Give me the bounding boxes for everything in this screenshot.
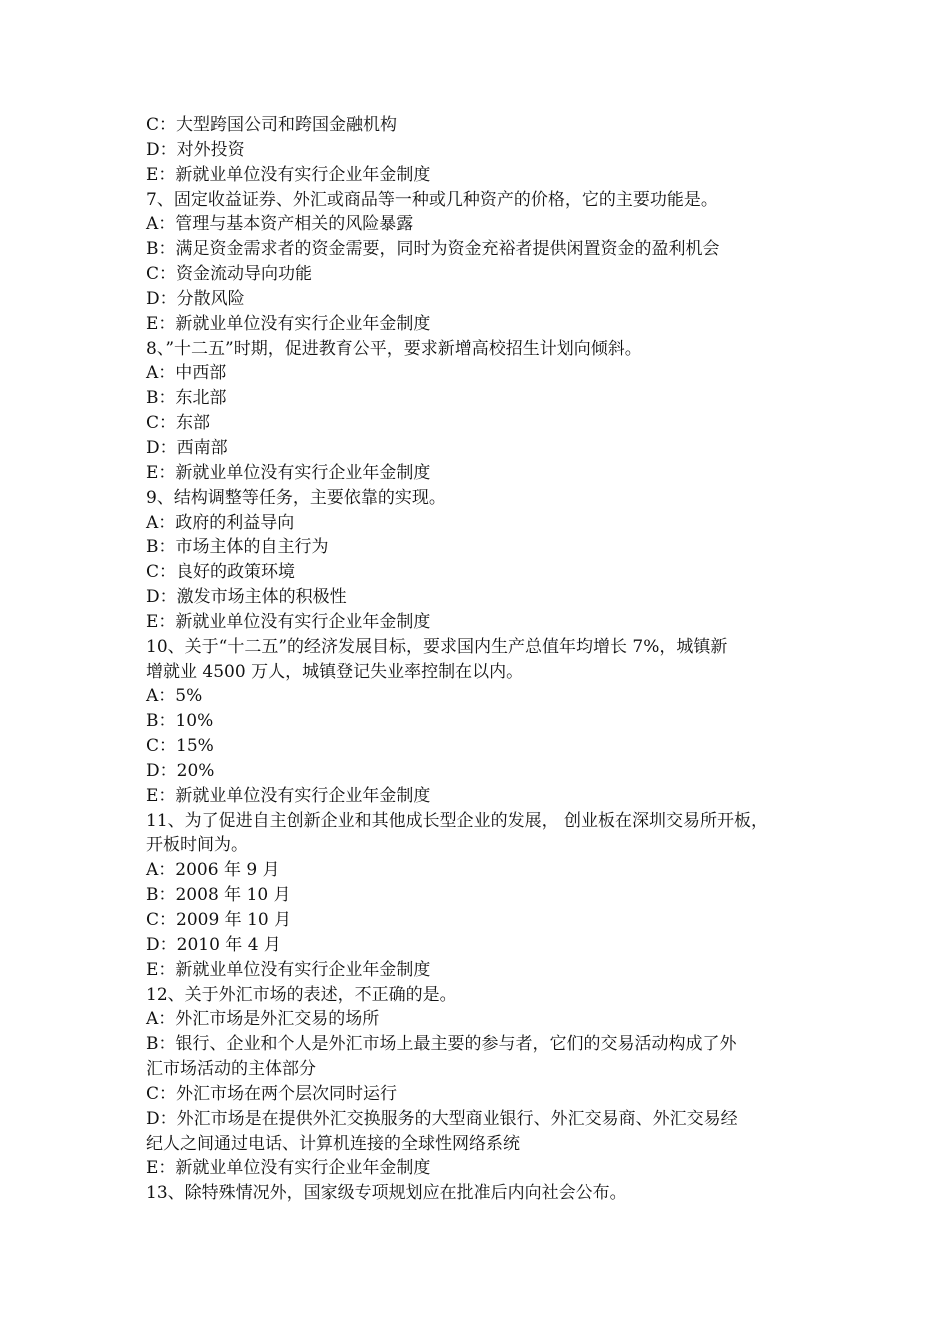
option-line: E：新就业单位没有实行企业年金制度 (146, 959, 431, 980)
option-line: C：外汇市场在两个层次同时运行 (146, 1083, 398, 1104)
option-line: A：管理与基本资产相关的风险暴露 (146, 214, 414, 235)
option-line: A：2006 年 9 月 (146, 860, 280, 881)
option-line: C：资金流动导向功能 (146, 264, 313, 285)
option-line: D：2010 年 4 月 (146, 934, 281, 955)
option-line: C：东部 (146, 413, 211, 434)
option-line: A：5% (146, 686, 203, 707)
option-line: E：新就业单位没有实行企业年金制度 (146, 164, 431, 185)
option-line: B：市场主体的自主行为 (146, 537, 329, 558)
question-line: 8、”十二五”时期，促进教育公平，要求新增高校招生计划向倾斜。 (146, 338, 642, 359)
option-line: A：政府的利益导向 (146, 512, 295, 533)
option-line: B：银行、企业和个人是外汇市场上最主要的参与者，它们的交易活动构成了外 (146, 1034, 737, 1055)
option-line: D：20% (146, 760, 215, 781)
document-body (146, 113, 810, 1206)
question-line-continued: 增就业 4500 万人，城镇登记失业率控制在以内。 (146, 661, 524, 682)
option-line: D：激发市场主体的积极性 (146, 587, 347, 608)
question-line: 12、关于外汇市场的表述，不正确的是。 (146, 984, 457, 1005)
option-line-continued: 纪人之间通过电话、计算机连接的全球性网络系统 (146, 1133, 520, 1154)
option-line: C：2009 年 10 月 (146, 910, 292, 930)
question-line: 9、结构调整等任务，主要依靠的实现。 (146, 487, 446, 508)
option-line: B：满足资金需求者的资金需要，同时为资金充裕者提供闲置资金的盈利机会 (146, 239, 720, 260)
option-line: D：对外投资 (146, 139, 245, 160)
option-line: B：10% (146, 711, 214, 732)
option-line: E：新就业单位没有实行企业年金制度 (146, 785, 431, 806)
option-line: C：大型跨国公司和跨国金融机构 (146, 115, 398, 135)
option-line: E：新就业单位没有实行企业年金制度 (146, 462, 431, 483)
option-line: D：外汇市场是在提供外汇交换服务的大型商业银行、外汇交易商、外汇交易经 (146, 1108, 738, 1129)
option-line: B：2008 年 10 月 (146, 885, 291, 906)
option-line: B：东北部 (146, 388, 227, 409)
option-line: E：新就业单位没有实行企业年金制度 (146, 1158, 431, 1179)
option-line: D：分散风险 (146, 288, 245, 309)
option-line-continued: 汇市场活动的主体部分 (146, 1059, 316, 1080)
option-line: C：良好的政策环境 (146, 562, 296, 583)
question-line: 10、关于“十二五”的经济发展目标，要求国内生产总值年均增长 7%，城镇新 (146, 636, 728, 657)
question-line: 11、为了促进自主创新企业和其他成长型企业的发展， 创业板在深圳交易所开板， (146, 810, 769, 831)
option-line: D：西南部 (146, 437, 228, 458)
question-line: 7、固定收益证券、外汇或商品等一种或几种资产的价格，它的主要功能是。 (146, 189, 718, 210)
option-line: A：外汇市场是外汇交易的场所 (146, 1009, 380, 1030)
question-line-continued: 开板时间为。 (146, 835, 248, 856)
option-line: E：新就业单位没有实行企业年金制度 (146, 611, 431, 632)
option-line: A：中西部 (146, 363, 227, 384)
question-line: 13、除特殊情况外，国家级专项规划应在批准后内向社会公布。 (146, 1183, 627, 1204)
option-line: E：新就业单位没有实行企业年金制度 (146, 313, 431, 334)
option-line: C：15% (146, 736, 214, 757)
